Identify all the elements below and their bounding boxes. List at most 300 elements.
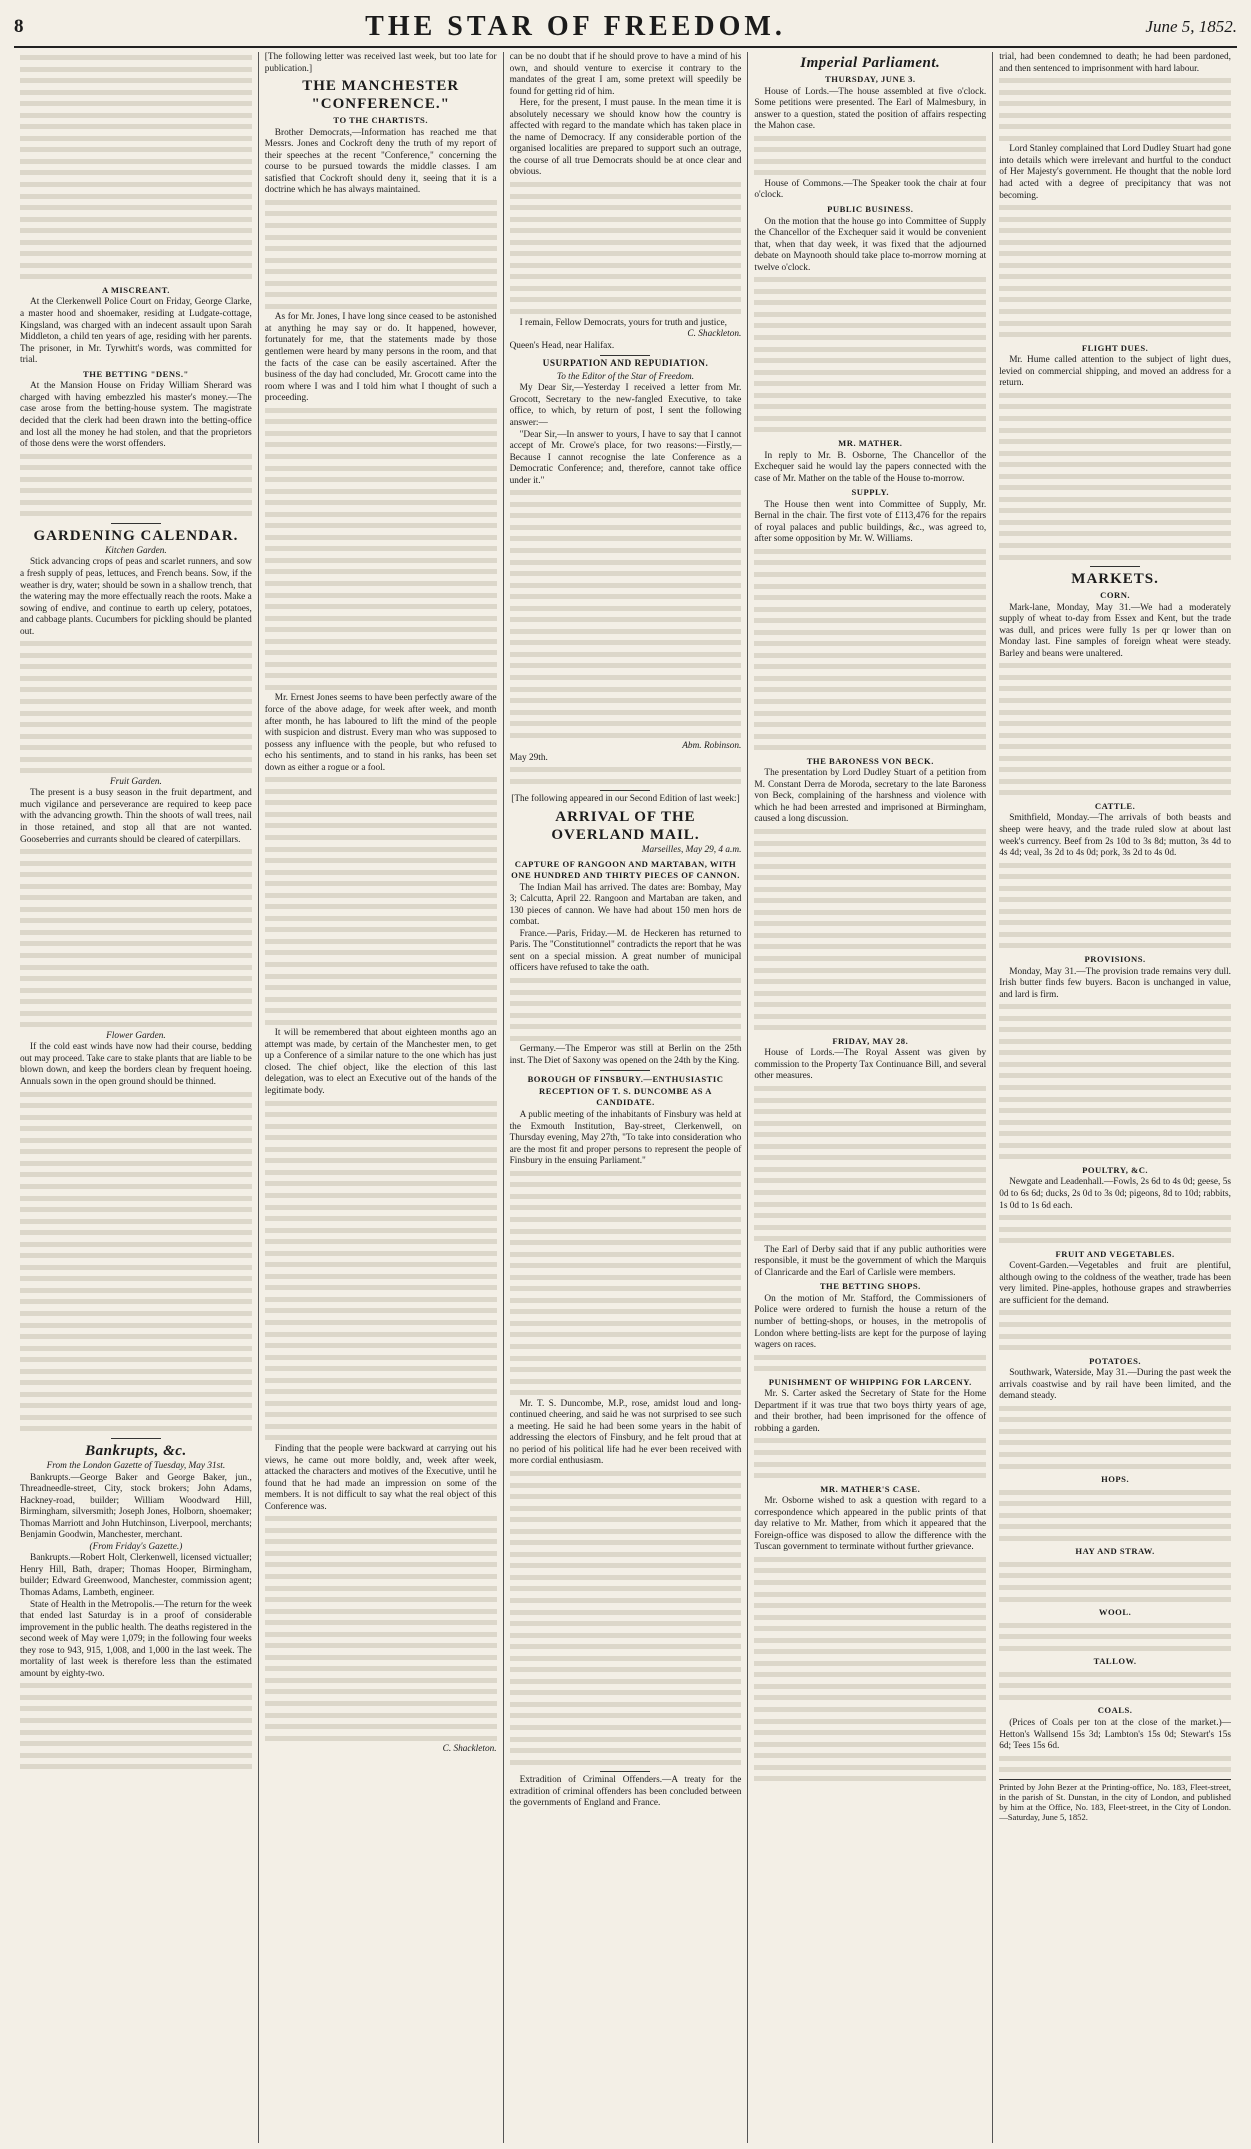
faded-text-line — [754, 1716, 986, 1728]
section-heading: BOROUGH OF FINSBURY.—ENTHUSIASTIC RECEPTION OF T. S. DUNCOMBE AS A CANDIDATE. — [527, 1074, 724, 1108]
faded-text-line — [265, 1271, 497, 1283]
faded-text-line — [20, 696, 252, 708]
faded-text-line — [999, 306, 1231, 318]
faded-text-line — [20, 1750, 252, 1762]
subheading: FRUIT AND VEGETABLES. — [1055, 1248, 1175, 1259]
faded-text-line — [510, 1468, 742, 1480]
faded-text-line — [510, 522, 742, 534]
faded-text-line — [20, 731, 252, 743]
faded-text-line — [754, 1681, 986, 1693]
faded-text-line — [754, 907, 986, 919]
faded-text-line — [510, 1306, 742, 1318]
faded-text-line — [754, 1011, 986, 1023]
faded-text-line — [754, 895, 986, 907]
faded-text-line — [265, 278, 497, 290]
faded-text-line — [20, 996, 252, 1008]
parliament-paragraph: Mr. Hume called attention to the subject of light dues, levied on commercial shipping, and moved an address for a return. — [999, 355, 1231, 389]
faded-text-line — [999, 1533, 1231, 1545]
faded-text-line — [754, 1095, 986, 1107]
faded-text-line — [754, 650, 986, 662]
faded-text-line — [20, 191, 252, 203]
faded-text-line — [20, 915, 252, 927]
faded-text-line — [999, 1013, 1231, 1025]
faded-text-line — [754, 344, 986, 356]
faded-text-line — [510, 306, 742, 318]
columns — [14, 52, 1237, 2143]
faded-text-line — [999, 202, 1231, 214]
faded-text-line — [265, 994, 497, 1006]
faded-text-line — [754, 826, 986, 838]
faded-text-line — [265, 1121, 497, 1133]
faded-text-line — [999, 1510, 1231, 1522]
letter-signature: Abm. Robinson. — [682, 741, 742, 752]
faded-text-line — [754, 167, 986, 179]
faded-text-line — [754, 1210, 986, 1222]
faded-text-line — [999, 1631, 1231, 1643]
faded-text-line — [999, 1105, 1231, 1117]
faded-text-line — [754, 1623, 986, 1635]
faded-text-line — [265, 1005, 497, 1017]
faded-text-line — [999, 1669, 1231, 1681]
faded-text-line — [999, 1559, 1231, 1571]
faded-text-line — [999, 75, 1231, 87]
faded-text-line — [265, 1606, 497, 1618]
faded-text-line — [265, 1536, 497, 1548]
faded-text-line — [999, 1437, 1231, 1449]
faded-text-line — [510, 1295, 742, 1307]
faded-text-line — [265, 878, 497, 890]
faded-text-line — [754, 1118, 986, 1130]
faded-text-line — [999, 505, 1231, 517]
section-divider — [111, 1438, 161, 1439]
subheading: PUBLIC BUSINESS. — [827, 204, 914, 215]
faded-text-line — [510, 1757, 742, 1769]
faded-text-line — [754, 309, 986, 321]
faded-text-line — [754, 1612, 986, 1624]
faded-text-line — [20, 708, 252, 720]
faded-text-line — [265, 1375, 497, 1387]
printer-imprint: Printed by John Bezer at the Printing-office, No. 183, Fleet-street, in the parish of St. Dunstan, in the city of London, and published by him at the Office, No. 183, Fleet-street, in the City of London.—Saturday, June 5, 1852. — [999, 1779, 1231, 1822]
faded-text-line — [265, 509, 497, 521]
market-paragraph: Monday, May 31.—The provision trade remains very dull. Irish butter finds few buyers. Bacon is unchanged in value, and lard is firm. — [999, 966, 1231, 1000]
faded-text-line — [265, 1398, 497, 1410]
faded-text-line — [20, 1169, 252, 1181]
faded-text-line — [754, 1565, 986, 1577]
faded-text-line — [510, 1260, 742, 1272]
parliament-paragraph: Mr. S. Carter asked the Secretary of State for the Home Department if it was true that two boys thirty years of age, and their brother, had been imprisoned for the offence of robbing a garden. — [754, 1389, 987, 1434]
faded-text-line — [510, 510, 742, 522]
section-divider — [1090, 566, 1140, 567]
faded-text-line — [265, 1432, 497, 1444]
market-paragraph: (Prices of Coals per ton at the close of the market.)—Hetton's Wallsend 15s 3d; Lambton's 15s 0d; Stewart's 15s 6d; Tees 15s 6d. — [999, 1718, 1231, 1752]
subheading: COALS. — [1097, 1705, 1133, 1716]
faded-text-line — [20, 1680, 252, 1692]
faded-text-line — [510, 580, 742, 592]
faded-text-line — [999, 1403, 1231, 1415]
article-paragraph: Stick advancing crops of peas and scarlet runners, and sow a fresh supply of peas, lettuces, and French beans. Sow, if the weather is dry, water; should be sown in a shallow trench, that the watering may the more effectually reach the roots. Make a sowing of endive, and continue to earth up celery, potatoes, and cabbage plants. Cucumbers for pickling should be planted out. — [20, 557, 252, 637]
letter-paragraph: My Dear Sir,—Yesterday I received a letter from Mr. Grocott, Secretary to the new-fangled Executive, to take office, to which, by return of post, I sent the following answer:— — [509, 383, 742, 428]
section-heading: Bankrupts, &c. — [85, 1442, 187, 1459]
article-paragraph: State of Health in the Metropolis.—The return for the week that ended last Saturday is in a proof of considerable improvement in the public health. The deaths registered in the second week of May were 1,079; in the following four weeks they rose to 943, 915, 1,008, and 1,000 in the last week. The mortality of last week is therefore less than the estimated amount by eighty-two. — [20, 1599, 252, 1679]
faded-text-line — [754, 1692, 986, 1704]
faded-text-line — [20, 1181, 252, 1193]
faded-text-line — [999, 248, 1231, 260]
faded-text-line — [265, 647, 497, 659]
faded-text-line — [20, 271, 252, 283]
faded-text-line — [754, 627, 986, 639]
letter-paragraph: Finding that the people were backward at carrying out his views, he came out more boldly, and, week after week, attacked the characters and motives of the Executive, until he found that he had made an impression on some of the members. It is not difficult to say what the real object of this Conference was. — [264, 1443, 497, 1512]
faded-text-line — [20, 451, 252, 463]
section-heading: MARKETS. — [1071, 571, 1159, 588]
faded-text-line — [20, 1727, 252, 1739]
faded-text-line — [754, 1669, 986, 1681]
faded-text-line — [754, 1222, 986, 1234]
faded-text-line — [20, 985, 252, 997]
news-paragraph: The Indian Mail has arrived. The dates are: Bombay, May 3; Calcutta, April 22. Rangoon and Martaban are taken, and 130 pieces of cannon. We have had about 150 men hors de combat. — [509, 882, 742, 928]
faded-text-line — [510, 776, 742, 788]
session-date: THURSDAY, JUNE 3. — [825, 74, 916, 84]
faded-text-line — [754, 708, 986, 720]
faded-text-line — [510, 1618, 742, 1630]
faded-text-line — [999, 1521, 1231, 1533]
faded-text-line — [20, 225, 252, 237]
editor-note: [The following appeared in our Second Edition of last week:] — [511, 794, 740, 805]
faded-text-line — [510, 1033, 742, 1045]
faded-text-line — [20, 1354, 252, 1366]
faded-text-line — [754, 592, 986, 604]
faded-text-line — [999, 860, 1231, 872]
faded-text-line — [20, 248, 252, 260]
faded-text-line — [20, 881, 252, 893]
faded-text-line — [265, 520, 497, 532]
faded-text-line — [265, 543, 497, 555]
faded-text-line — [999, 660, 1231, 672]
faded-text-line — [265, 486, 497, 498]
column-4 — [747, 52, 992, 2143]
faded-text-line — [754, 976, 986, 988]
faded-text-line — [265, 1352, 497, 1364]
faded-text-line — [510, 1607, 742, 1619]
parliament-paragraph: House of Lords.—The house assembled at five o'clock. Some petitions were presented. The Earl of Malmesbury, in answer to a question, stated the position of affairs respecting the Mahon case. — [754, 86, 987, 132]
faded-text-line — [754, 638, 986, 650]
faded-text-line — [510, 283, 742, 295]
market-paragraph: Covent-Garden.—Vegetables and fruit are plentiful, although owing to the coldness of the weather, trade has been very limited. Pine-apples, hothouse grapes and strawberries are sufficient for the demand. — [999, 1261, 1231, 1306]
faded-text-line — [20, 661, 252, 673]
news-heading: CAPTURE OF RANGOON AND MARTABAN, WITH ONE HUNDRED AND THIRTY PIECES OF CANNON. — [511, 858, 740, 881]
faded-text-line — [265, 532, 497, 544]
faded-text-line — [20, 1296, 252, 1308]
faded-text-line — [510, 660, 742, 672]
faded-text-line — [265, 474, 497, 486]
faded-text-line — [754, 1083, 986, 1095]
faded-text-line — [754, 1589, 986, 1601]
faded-text-line — [20, 904, 252, 916]
column-2 — [258, 52, 503, 2143]
faded-text-line — [20, 110, 252, 122]
faded-text-line — [20, 1250, 252, 1262]
faded-text-line — [20, 1123, 252, 1135]
faded-text-line — [999, 413, 1231, 425]
section-heading: USURPATION AND REPUDIATION. — [542, 359, 709, 370]
faded-text-line — [754, 838, 986, 850]
faded-text-line — [265, 1248, 497, 1260]
faded-text-line — [20, 1412, 252, 1424]
news-paragraph: Extradition of Criminal Offenders.—A treaty for the extradition of criminal offenders has been concluded between the governments of England and France. — [509, 1775, 742, 1809]
faded-text-line — [754, 569, 986, 581]
faded-text-line — [265, 590, 497, 602]
faded-text-line — [265, 451, 497, 463]
faded-text-line — [754, 731, 986, 743]
faded-text-line — [20, 950, 252, 962]
faded-text-line — [754, 999, 986, 1011]
faded-text-line — [265, 1155, 497, 1167]
faded-text-line — [754, 133, 986, 145]
subheading: FLIGHT DUES. — [1081, 342, 1149, 353]
faded-text-line — [265, 959, 497, 971]
faded-text-line — [265, 1663, 497, 1675]
faded-text-line — [999, 1461, 1231, 1473]
faded-text-line — [20, 64, 252, 76]
faded-text-line — [265, 1571, 497, 1583]
subheading: THE BARONESS VON BECK. — [806, 755, 934, 766]
faded-text-line — [20, 1239, 252, 1251]
column-3 — [503, 52, 748, 2143]
faded-text-line — [999, 730, 1231, 742]
faded-text-line — [510, 591, 742, 603]
section-heading: THE MANCHESTER "CONFERENCE." — [302, 78, 460, 113]
faded-text-line — [999, 1307, 1231, 1319]
faded-text-line — [999, 741, 1231, 753]
faded-text-line — [265, 947, 497, 959]
faded-text-line — [265, 820, 497, 832]
faded-text-line — [510, 1514, 742, 1526]
faded-text-line — [754, 1106, 986, 1118]
subheading: Kitchen Garden. — [105, 545, 167, 556]
faded-text-line — [999, 552, 1231, 564]
faded-text-line — [20, 1285, 252, 1297]
faded-text-line — [265, 636, 497, 648]
faded-text-line — [20, 927, 252, 939]
faded-text-line — [999, 436, 1231, 448]
faded-text-line — [510, 1168, 742, 1180]
faded-text-line — [999, 871, 1231, 883]
letter-dateline: May 29th. — [509, 752, 548, 763]
faded-text-line — [754, 1233, 986, 1245]
section-divider — [600, 355, 650, 356]
faded-text-line — [265, 1282, 497, 1294]
faded-text-line — [754, 884, 986, 896]
faded-text-line — [510, 225, 742, 237]
faded-text-line — [510, 1687, 742, 1699]
parliament-paragraph: Lord Stanley complained that Lord Dudley Stuart had gone into details which were irrelevant and hurtful to the conduct of Her Majesty's government. He thought that the noble lord had acted with a degree of precipitancy that was not becoming. — [999, 144, 1231, 201]
faded-text-line — [265, 832, 497, 844]
faded-text-line — [999, 482, 1231, 494]
faded-text-line — [510, 202, 742, 214]
faded-text-line — [20, 1692, 252, 1704]
faded-text-line — [20, 1227, 252, 1239]
parliament-paragraph: In reply to Mr. B. Osborne, The Chancellor of the Exchequer said he would lay the papers connected with the case of Mr. Mather on the table of the House to-morrow. — [754, 450, 987, 484]
faded-text-line — [265, 1167, 497, 1179]
faded-text-line — [265, 1652, 497, 1664]
faded-text-line — [265, 670, 497, 682]
subheading: Fruit Garden. — [109, 776, 162, 787]
faded-text-line — [265, 1363, 497, 1375]
faded-text-line — [510, 1572, 742, 1584]
faded-text-line — [510, 1526, 742, 1538]
faded-text-line — [754, 1773, 986, 1785]
faded-text-line — [265, 659, 497, 671]
faded-text-line — [510, 626, 742, 638]
faded-text-line — [754, 918, 986, 930]
faded-text-line — [265, 208, 497, 220]
faded-text-line — [999, 1764, 1231, 1776]
faded-text-line — [754, 673, 986, 685]
letter-signature: C. Shackleton. — [687, 329, 742, 340]
faded-text-line — [510, 1021, 742, 1033]
faded-text-line — [510, 603, 742, 615]
faded-text-line — [20, 1366, 252, 1378]
faded-text-line — [510, 637, 742, 649]
faded-text-line — [20, 962, 252, 974]
faded-text-line — [20, 1112, 252, 1124]
faded-text-line — [754, 1577, 986, 1589]
article-paragraph: If the cold east winds have now had their course, bedding out may proceed. Take care to stake plants that are liable to be blown down, and keep the borders clean by frequent hoeing. Annuals sown in the open ground should be thinned. — [20, 1042, 252, 1088]
salutation: TO THE CHARTISTS. — [333, 115, 428, 126]
faded-text-line — [20, 869, 252, 881]
faded-text-line — [754, 156, 986, 168]
faded-text-line — [999, 1212, 1231, 1224]
faded-text-line — [754, 378, 986, 390]
faded-text-line — [510, 1480, 742, 1492]
faded-text-line — [754, 1459, 986, 1471]
faded-text-line — [754, 604, 986, 616]
faded-text-line — [20, 237, 252, 249]
article-paragraph: Bankrupts.—Robert Holt, Clerkenwell, licensed victualler; Henry Hill, Bath, draper; Thomas Hooper, Birmingham, builder; Edward Greenwood, Manchester, commission agent; Thomas Adams, Lambeth, engineer. — [20, 1553, 252, 1598]
faded-text-line — [999, 1082, 1231, 1094]
parliament-paragraph: House of Commons.—The Speaker took the chair at four o'clock. — [754, 178, 987, 201]
faded-text-line — [265, 243, 497, 255]
subheading: POTATOES. — [1089, 1355, 1142, 1366]
faded-text-line — [265, 289, 497, 301]
faded-text-line — [20, 52, 252, 64]
faded-text-line — [265, 266, 497, 278]
subheading: CORN. — [1100, 590, 1131, 601]
faded-text-line — [754, 1141, 986, 1153]
faded-text-line — [999, 707, 1231, 719]
faded-text-line — [999, 1140, 1231, 1152]
faded-text-line — [999, 401, 1231, 413]
faded-text-line — [20, 638, 252, 650]
faded-text-line — [754, 1750, 986, 1762]
faded-text-line — [265, 301, 497, 313]
faded-text-line — [999, 1753, 1231, 1765]
faded-text-line — [999, 917, 1231, 929]
faded-text-line — [265, 1513, 497, 1525]
faded-text-line — [999, 695, 1231, 707]
faded-text-line — [265, 1617, 497, 1629]
faded-text-line — [20, 892, 252, 904]
faded-text-line — [754, 861, 986, 873]
faded-text-line — [20, 1703, 252, 1715]
faded-text-line — [510, 1491, 742, 1503]
faded-text-line — [754, 274, 986, 286]
faded-text-line — [20, 1204, 252, 1216]
faded-text-line — [265, 428, 497, 440]
faded-text-line — [999, 776, 1231, 788]
faded-text-line — [265, 1675, 497, 1687]
faded-text-line — [20, 742, 252, 754]
letter-dateline: Queen's Head, near Halifax. — [509, 340, 615, 351]
market-paragraph: Mark-lane, Monday, May 31.—We had a moderately supply of wheat to-day from Essex and Kent, but the trade was dull, and prices were fully 1s per qr lower than on Monday last. Fine samples of foreign wheat were steady. Barley and beans were unaltered. — [999, 602, 1231, 659]
faded-text-line — [754, 849, 986, 861]
letter-paragraph: It will be remembered that about eighteen months ago an attempt was made, by certain of the Manchester men, to get up a Conference of a similar nature to the one which has just closed. The chief object, like the election of this last delegation, was to elect an Executive out of the hands of the legitimate body. — [264, 1028, 497, 1097]
article-paragraph: The present is a busy season in the fruit department, and much vigilance and perseverance are required to keep pace with the advancing growth. Thin the shoots of wall trees, nail in those retained, and stop all that are not wanted. Gooseberries and currants should be cleared of caterpillars. — [20, 788, 252, 845]
faded-text-line — [20, 1423, 252, 1435]
faded-text-line — [510, 1010, 742, 1022]
faded-text-line — [999, 787, 1231, 799]
faded-text-line — [20, 650, 252, 662]
faded-text-line — [20, 474, 252, 486]
faded-text-line — [510, 1549, 742, 1561]
faded-text-line — [265, 1559, 497, 1571]
faded-text-line — [999, 940, 1231, 952]
faded-text-line — [754, 941, 986, 953]
faded-text-line — [510, 1537, 742, 1549]
faded-text-line — [20, 167, 252, 179]
faded-text-line — [20, 973, 252, 985]
faded-text-line — [999, 1235, 1231, 1247]
faded-text-line — [999, 133, 1231, 145]
faded-text-line — [265, 1525, 497, 1537]
faded-text-line — [510, 1387, 742, 1399]
faded-text-line — [265, 1583, 497, 1595]
faded-text-line — [754, 1635, 986, 1647]
faded-text-line — [20, 1343, 252, 1355]
subheading: HAY AND STRAW. — [1075, 1546, 1155, 1557]
faded-text-line — [265, 901, 497, 913]
faded-text-line — [265, 497, 497, 509]
faded-text-line — [754, 1435, 986, 1447]
faded-text-line — [265, 913, 497, 925]
faded-text-line — [999, 87, 1231, 99]
faded-text-line — [20, 1389, 252, 1401]
faded-text-line — [754, 988, 986, 1000]
subheading: WOOL. — [1098, 1607, 1132, 1618]
faded-text-line — [999, 425, 1231, 437]
faded-text-line — [999, 1047, 1231, 1059]
faded-text-line — [20, 1738, 252, 1750]
article-paragraph: At the Mansion House on Friday William Sherard was charged with having embezzled his master's money.—The case arose from the betting-house system. The magistrate decided that the clerk had been drawn into the betting-office and lost all the money he had stolen, and that the proprietors of those dens were the worst offenders. — [20, 381, 252, 450]
faded-text-line — [754, 1175, 986, 1187]
faded-text-line — [510, 1630, 742, 1642]
faded-text-line — [999, 214, 1231, 226]
faded-text-line — [510, 764, 742, 776]
faded-text-line — [999, 283, 1231, 295]
faded-text-line — [999, 1331, 1231, 1343]
faded-text-line — [265, 982, 497, 994]
faded-text-line — [510, 533, 742, 545]
faded-text-line — [999, 98, 1231, 110]
faded-text-line — [265, 855, 497, 867]
faded-text-line — [999, 1059, 1231, 1071]
faded-text-line — [510, 1376, 742, 1388]
faded-text-line — [754, 355, 986, 367]
faded-text-line — [999, 294, 1231, 306]
faded-text-line — [265, 924, 497, 936]
faded-text-line — [754, 872, 986, 884]
faded-text-line — [754, 332, 986, 344]
faded-text-line — [999, 390, 1231, 402]
